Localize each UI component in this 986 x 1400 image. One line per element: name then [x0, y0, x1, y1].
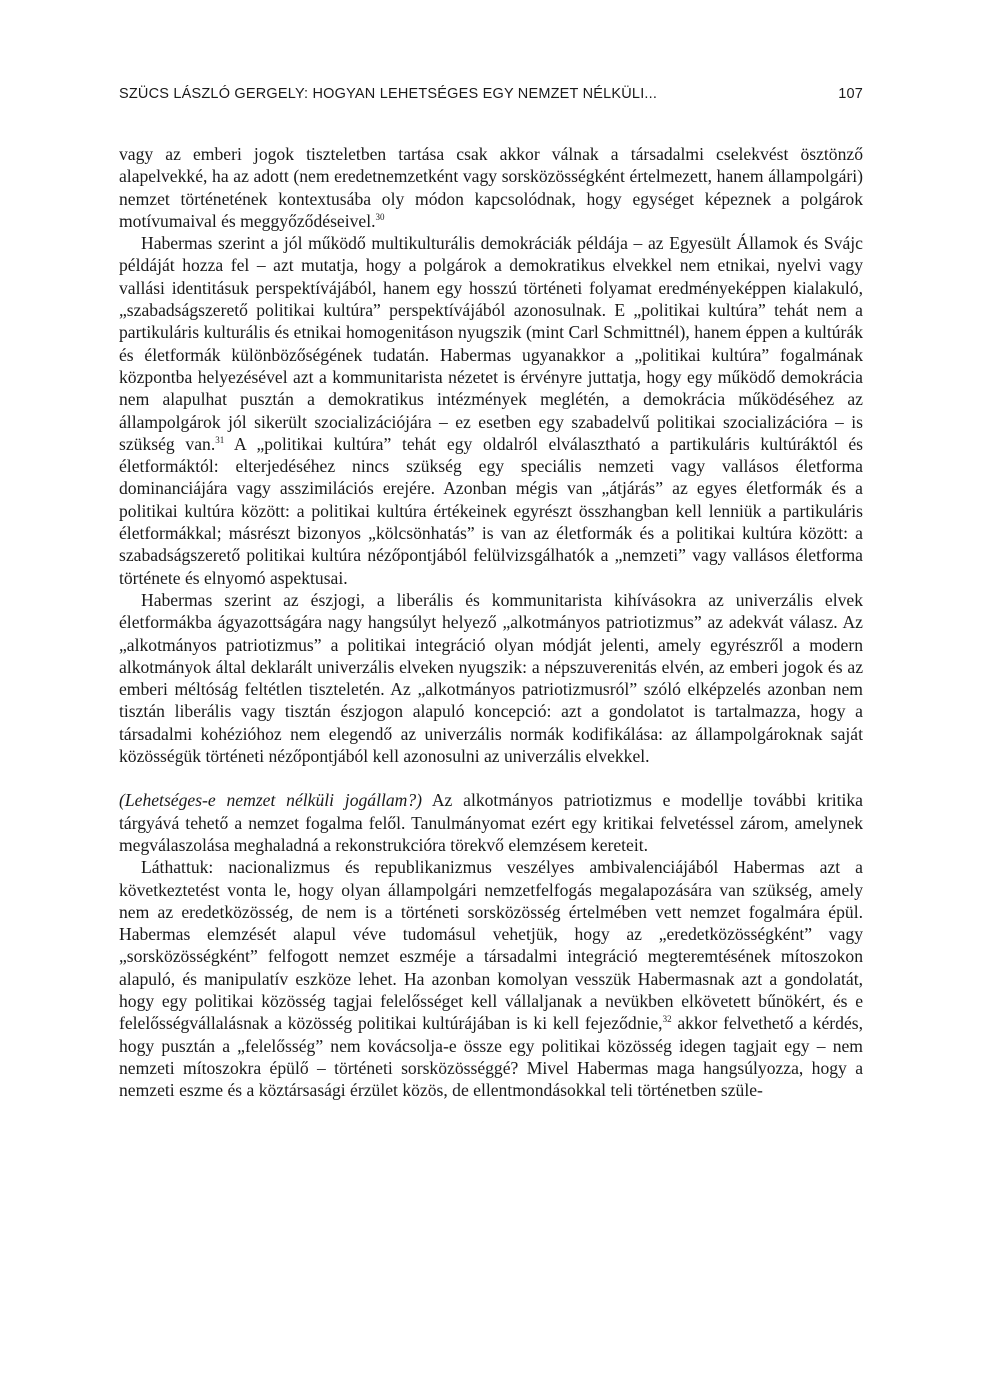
- paragraph-2-text-a: Habermas szerint a jól működő multikulturális demokráciák példája – az Egyesült Államok és Svájc példáját hozza fel – azt mutatja, hogy a polgárok a demokratikus elvekkel nem etnikai, nyelvi vagy vallási identitásuk perspektívájából, hanem egy hosszú történeti folyamat eredményeképpen kialakuló, „szabadságszerető politikai kultúra” perspektívájából azonosulnak. E „politikai kultúra” tehát nem a partikuláris kulturális és etnikai homogenitáson nyugszik (mint Carl Schmittnél), hanem éppen a kultúrák és életformák különbözőségének tudatán. Habermas ugyanakkor a „politikai kultúra” fogalmának központba helyezésével azt a kommunitarista nézetet is érvényre juttatja, hogy egy működő demokrácia nem alapulhat pusztán a demokratikus intézmények meglétén, a demokrácia működéséhez az állampolgárok jól sikerült szocializációjára – ez esetben egy szabadelvű politikai szocializációra – is szükség van.: [119, 233, 863, 454]
- paragraph-5-text-b: akkor felvethető a kérdés, hogy pusztán a „felelősség” nem kovácsolja-e össze egy politikai közösség idegen tagjait egy – nem nemzeti mítoszokra épülő – történeti sorsközösséggé? Mivel Habermas maga hangsúlyozza, hogy a nemzeti eszme és a köztársasági érzület közös, de ellentmondásokkal teli történetben szüle-: [119, 1013, 863, 1101]
- body-text: [119, 143, 863, 1101]
- paragraph-1-text: vagy az emberi jogok tiszteletben tartása csak akkor válnak a társadalmi cselekvést ösztönző alapelvekké, ha az adott (nem eredetnemzetként vagy sorsközösségként értelmezett, hanem állampolgári) nemzet történetének kontextusába oly módon kapcsolódnak, hogy egységet képeznek a polgárok motívumaival és meggyőződéseivel.: [119, 144, 863, 231]
- paragraph-2-text-b: A „politikai kultúra” tehát egy oldalról elválasztható a partikuláris kultúráktól és életformáktól: elterjedéséhez nincs szükség egy speciális nemzeti vagy vallásos életforma dominanciájára vagy asszimilációs erejére. Azonban mégis van „átjárás” az egyes életformák és a politikai kultúra között: a politikai kultúra értékeinek egyrészt összhangban kell lenniük a partikuláris életformákkal; másrészt bizonyos „kölcsönhatás” is van az életformák és a politikai kultúra között: a szabadságszerető politikai kultúra nézőpontjából felülvizsgálhatók a „nemzeti” vagy vallásos életforma története és elnyomó aspektusai.: [119, 433, 863, 588]
- paragraph-5-text-a: Láthattuk: nacionalizmus és republikanizmus veszélyes ambivalenciájából Habermas azt a következtetést vonta le, hogy olyan állampolgári nemzetfelfogás megalapozására van szükség, amely nem az eredetközösség, de nem is a történeti sorsközösség értelmében vett nemzet fogalmára épül. Habermas elemzését alapul véve tudomásul vehetjük, hogy az „eredetközösségként” vagy „sorsközösségként” felfogott nemzet eszméje a társadalmi integráció megteremtésének mítoszokon alapuló, és manipulatív eszköze lehet. Ha azonban komolyan vesszük Habermasnak azt a gondolatát, hogy egy politikai közösség tagjai felelősséget kell vállaljanak a nevükben elkövetett bűnökért, és e felelősségvállalásnak a közösség politikai kultúrájában is ki kell fejeződnie,: [119, 857, 863, 1034]
- paragraph-5: [119, 856, 863, 1101]
- footnote-ref-32: 32: [662, 1014, 672, 1025]
- section-lead-question: (Lehetséges-e nemzet nélküli jogállam?): [119, 790, 423, 811]
- footnote-ref-30: 30: [375, 211, 385, 222]
- running-header-title: SZÜCS LÁSZLÓ GERGELY: HOGYAN LEHETSÉGES EGY NEMZET NÉLKÜLI...: [119, 86, 658, 102]
- paragraph-3: [119, 589, 863, 767]
- section-gap: [119, 767, 863, 789]
- paragraph-1: [119, 143, 863, 232]
- footnote-ref-31: 31: [215, 434, 225, 445]
- paragraph-3-text: Habermas szerint az észjogi, a liberális és kommunitarista kihívásokra az univerzális elvek életformákba ágyazottságára nagy hangsúlyt helyező „alkotmányos patriotizmus” az adekvát válasz. Az „alkotmányos patriotizmus” a politikai integráció olyan módját jelenti, amely egyrészről a modern alkotmányok által deklarált univerzális elveken nyugszik: a népszuverenitás elvén, az emberi jogok és az emberi méltóság feltétlen tiszteletén. Az „alkotmányos patriotizmusról” szóló elképzelés azonban nem tisztán liberális vagy tisztán észjogon alapuló koncepció: azt a gondolatot is tartalmazza, hogy a társadalmi kohézióhoz nem elegendő az univerzális normák kodifikálása: az állampolgároknak saját közösségük történeti nézőpontjából kell azonosulni az univerzális elvekkel.: [119, 589, 863, 767]
- paragraph-2: [119, 232, 863, 589]
- running-header: [119, 86, 863, 106]
- page-number: 107: [838, 86, 863, 102]
- paragraph-4: [119, 789, 863, 856]
- paragraph-4-text: Az alkotmányos patriotizmus e modellje további kritika tárgyává tehető a nemzet fogalma felől. Tanulmányomat ezért egy kritikai felvetéssel zárom, amelynek megválaszolása meghaladná a rekonstrukcióra törekvő elemzésem kereteit.: [119, 790, 863, 855]
